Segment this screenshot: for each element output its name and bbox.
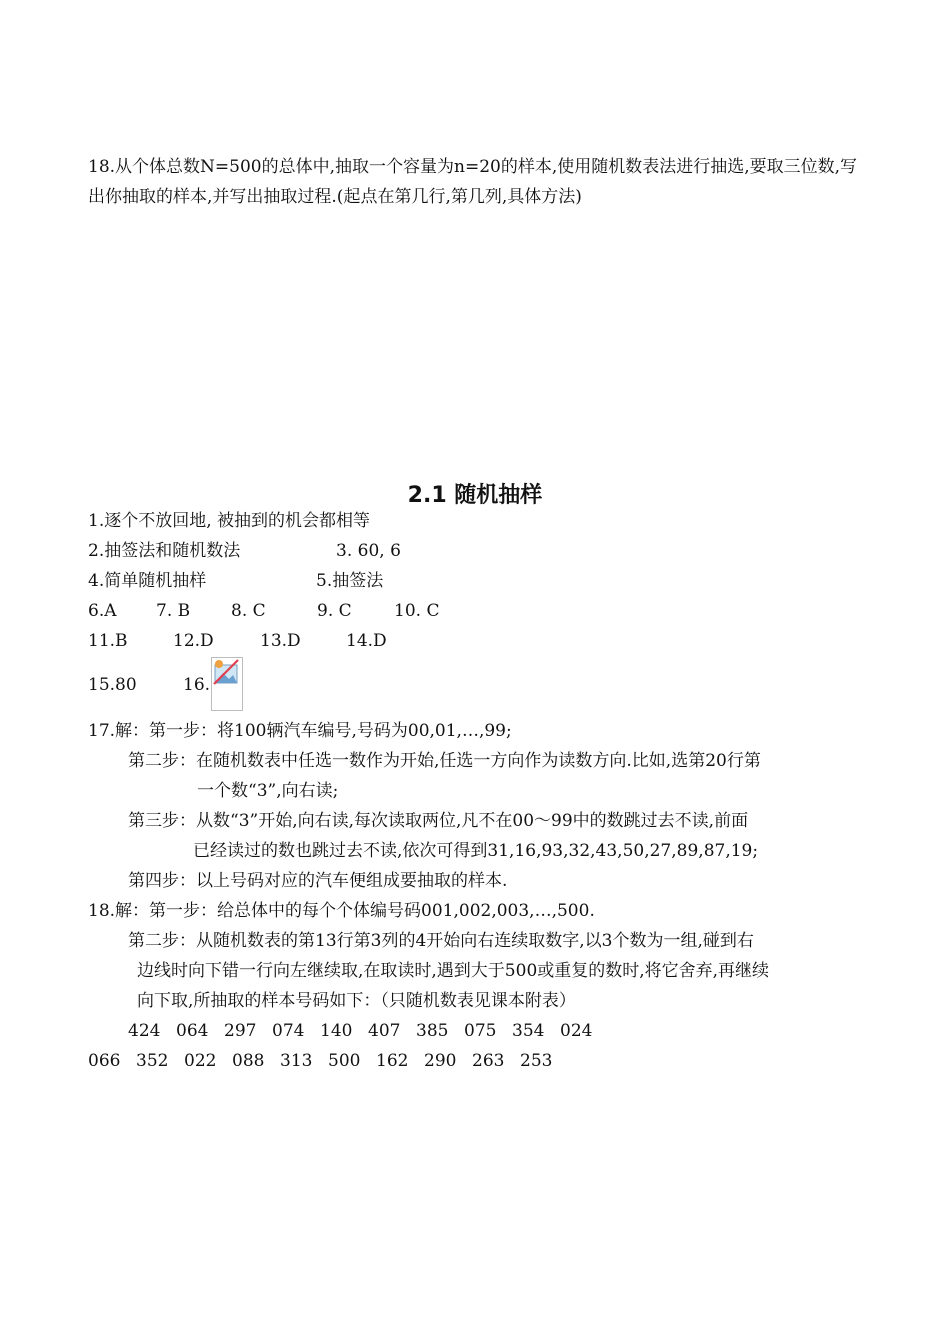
answer-2: 2.抽签法和随机数法 — [88, 541, 241, 561]
answer-10: 10. C — [394, 601, 440, 621]
sample-number: 140 — [320, 1021, 353, 1041]
sample-number: 022 — [184, 1051, 217, 1071]
sample-row-1 — [128, 1016, 608, 1046]
solution-17-step-1: 17.解：第一步：将100辆汽车编号,号码为00,01,…,99; — [88, 721, 512, 741]
answer-3: 3. 60, 6 — [336, 541, 401, 561]
sample-row-2 — [88, 1046, 568, 1076]
sample-number: 088 — [232, 1051, 265, 1071]
sample-number: 313 — [280, 1051, 313, 1071]
answer-14: 14.D — [346, 631, 387, 651]
solution-18-step-2: 第二步：从随机数表的第13行第3列的4开始向右连续取数字,以3个数为一组,碰到右 — [128, 931, 754, 951]
answer-13: 13.D — [260, 631, 301, 651]
sample-number: 290 — [424, 1051, 457, 1071]
answer-9: 9. C — [317, 601, 352, 621]
sample-number: 352 — [136, 1051, 169, 1071]
sample-number: 385 — [416, 1021, 449, 1041]
answer-5: 5.抽签法 — [316, 571, 384, 591]
question-18: 18.从个体总数N=500的总体中,抽取一个容量为n=20的样本,使用随机数表法进行抽选,要取三位数,写出你抽取的样本,并写出抽取过程.(起点在第几行,第几列,具体方法) — [88, 157, 858, 207]
solution-18-step-2-cont2: 向下取,所抽取的样本号码如下：（只随机数表见课本附表） — [137, 991, 576, 1011]
solution-17-step-3: 第三步：从数“3”开始,向右读,每次读取两位,凡不在00～99中的数跳过去不读,前面 — [128, 811, 749, 831]
answer-12: 12.D — [173, 631, 214, 651]
sample-number: 074 — [272, 1021, 305, 1041]
solution-17-step-3-cont: 已经读过的数也跳过去不读,依次可得到31,16,93,32,43,50,27,89,87,19; — [193, 841, 759, 861]
solution-17-step-2-cont: 一个数“3”,向右读; — [197, 781, 339, 801]
sample-number: 263 — [472, 1051, 505, 1071]
sample-number: 424 — [128, 1021, 161, 1041]
answer-8: 8. C — [231, 601, 266, 621]
answer-7: 7. B — [156, 601, 191, 621]
answer-6: 6.A — [88, 601, 117, 621]
solution-18-step-1: 18.解：第一步：给总体中的每个个体编号码001,002,003,…,500. — [88, 901, 595, 921]
solution-17-step-2: 第二步：在随机数表中任选一数作为开始,任选一方向作为读数方向.比如,选第20行第 — [128, 751, 761, 771]
sample-number: 075 — [464, 1021, 497, 1041]
sample-number: 253 — [520, 1051, 553, 1071]
sample-number: 354 — [512, 1021, 545, 1041]
broken-image-icon — [211, 657, 243, 711]
solution-18-step-2-cont: 边线时向下错一行向左继续取,在取读时,遇到大于500或重复的数时,将它舍弃,再继续 — [137, 961, 770, 981]
sample-number: 407 — [368, 1021, 401, 1041]
answer-15: 15.80 — [88, 675, 137, 695]
sample-number: 024 — [560, 1021, 593, 1041]
section-title: 2.1 随机抽样 — [407, 483, 543, 508]
sample-number: 064 — [176, 1021, 209, 1041]
answer-4: 4.简单随机抽样 — [88, 571, 207, 591]
answer-11: 11.B — [88, 631, 128, 651]
sample-number: 066 — [88, 1051, 121, 1071]
sample-number: 297 — [224, 1021, 257, 1041]
answer-16: 16. — [183, 675, 211, 695]
solution-17-step-4: 第四步：以上号码对应的汽车便组成要抽取的样本. — [128, 871, 508, 891]
sample-number: 162 — [376, 1051, 409, 1071]
sample-number: 500 — [328, 1051, 361, 1071]
answer-1: 1.逐个不放回地, 被抽到的机会都相等 — [88, 511, 371, 531]
